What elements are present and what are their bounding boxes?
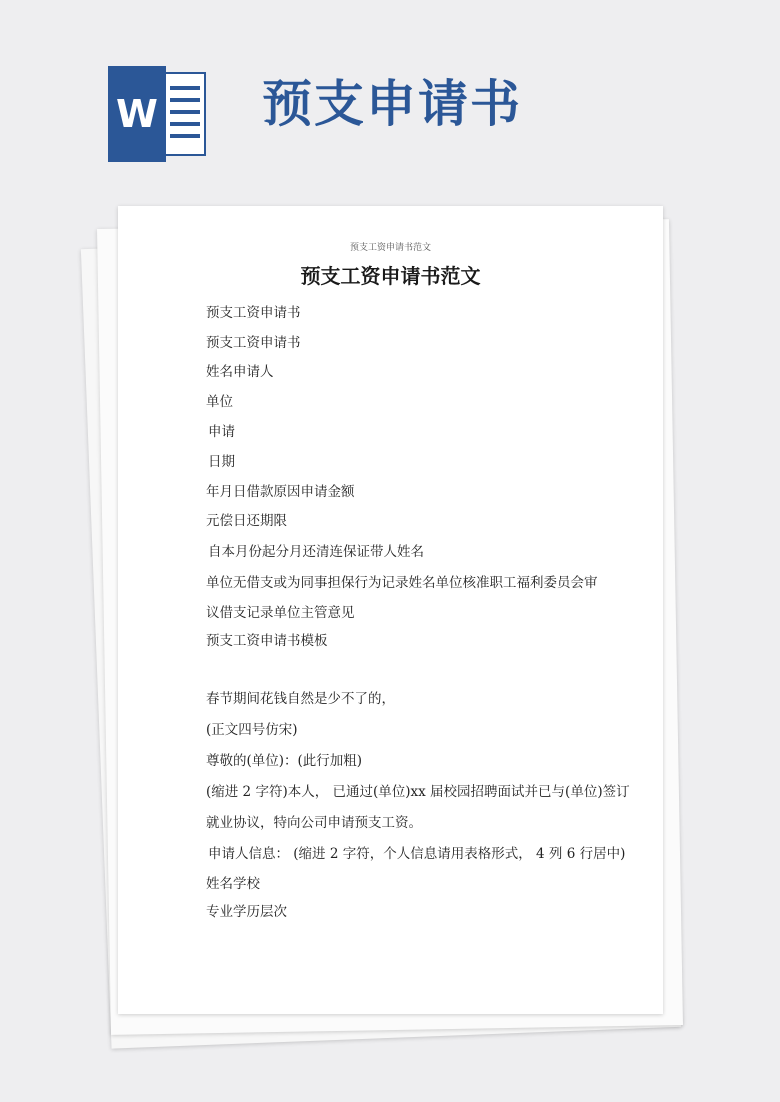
banner-title: 预支申请书	[262, 75, 522, 133]
word-icon	[108, 66, 208, 162]
document-line: 元偿日还期限	[206, 513, 287, 529]
document-line: (缩进 2 字符)本人， 已通过(单位)xx 届校园招聘面试并已与(单位)签订	[206, 784, 630, 800]
word-icon-letter: W	[108, 66, 166, 162]
document-line: 预支工资申请书	[206, 305, 301, 321]
document-title: 预支工资申请书范文	[300, 264, 481, 288]
document-line: (正文四号仿宋)	[206, 722, 298, 738]
document-line: 年月日借款原因申请金额	[206, 484, 355, 500]
document-line: 尊敬的(单位)：(此行加粗)	[206, 753, 363, 769]
page-header: 预支工资申请书范文	[349, 243, 431, 253]
document-line: 议借支记录单位主管意见	[206, 605, 355, 621]
document-line: 单位无借支或为同事担保行为记录姓名单位核准职工福利委员会审	[206, 575, 598, 591]
document-line: 自本月份起分月还清连保证带人姓名	[208, 544, 424, 560]
document-line: 预支工资申请书模板	[206, 633, 328, 649]
banner	[0, 0, 780, 200]
document-line: 姓名学校	[206, 876, 260, 892]
document-line: 姓名申请人	[206, 364, 274, 380]
document-line: 春节期间花钱自然是少不了的，	[206, 691, 395, 707]
document-line: 单位	[206, 394, 233, 410]
document-line: 专业学历层次	[206, 904, 287, 920]
document-line: 预支工资申请书	[206, 335, 301, 351]
document-line: 日期	[208, 454, 235, 470]
document-line: 申请人信息： (缩进 2 字符，个人信息请用表格形式， 4 列 6 行居中)	[208, 846, 626, 862]
document-page	[118, 206, 663, 1014]
document-line: 就业协议，特向公司申请预支工资。	[206, 815, 422, 831]
document-line: 申请	[208, 424, 235, 440]
